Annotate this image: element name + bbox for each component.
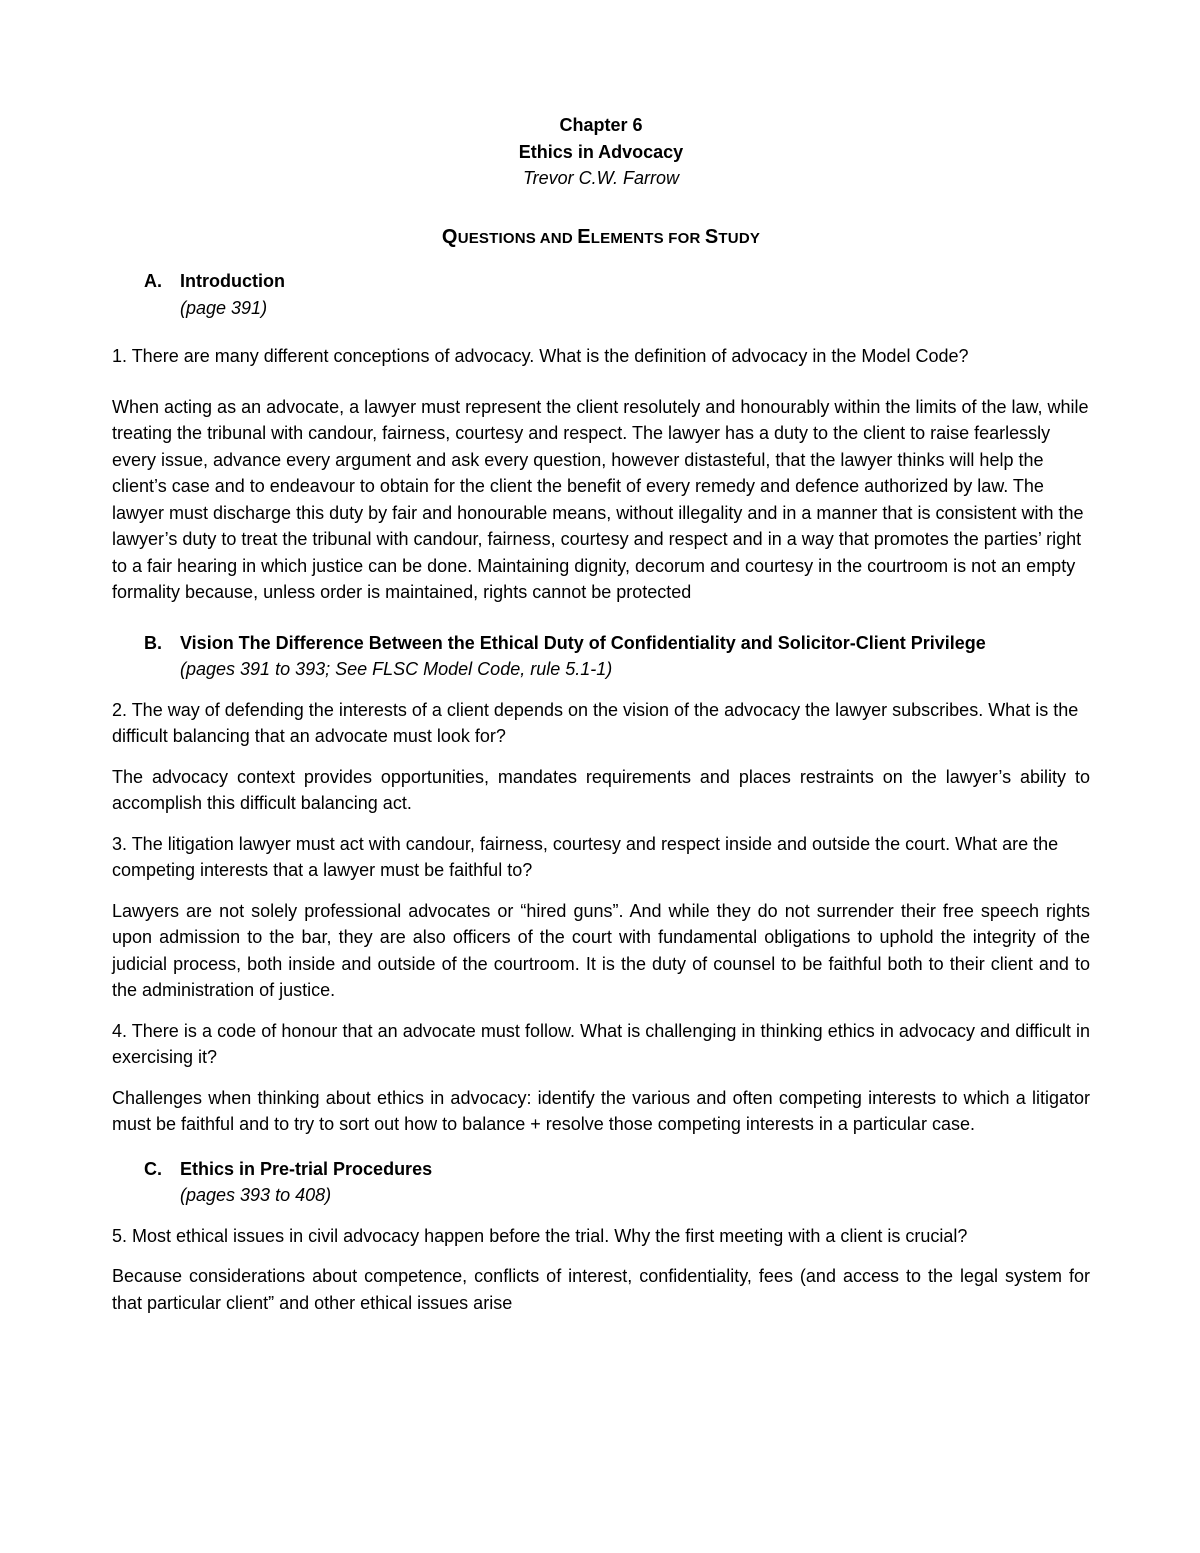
answer-1: When acting as an advocate, a lawyer must represent the client resolutely and honourably within the limits of the law, while treating the tribunal with candour, fairness, courtesy and respect. The lawyer has a duty to the client to raise fearlessly every issue, advance every argument and ask every question, however distasteful, that the lawyer thinks will help the client’s case and to endeavour to obtain for the client the benefit of every remedy and defence authorized by law. The lawyer must discharge this duty by fair and honourable means, without illegality and in a manner that is consistent with the lawyer’s duty to treat the tribunal with candour, fairness, courtesy and respect and in a way that promotes the parties’ right to a fair hearing in which justice can be done. Maintaining dignity, decorum and courtesy in the courtroom is not an empty formality because, unless order is maintained, rights cannot be protected [112,396,1089,602]
heading-cap-s: S [704,225,719,248]
section-c-letter: C. [144,1158,162,1179]
heading-cap-e: E [577,225,591,248]
study-heading [112,224,1090,253]
question-5: 5. Most ethical issues in civil advocacy happen before the trial. Why the first meeting with a client is crucial? [112,1225,968,1246]
section-c-title: Ethics in Pre-trial Procedures [180,1158,433,1179]
section-b-letter: B. [144,632,162,653]
answer-5: Because considerations about competence, conflicts of interest, confidentiality, fees (and access to the legal system for that particular client” and other ethical issues arise [112,1266,1090,1313]
section-c-pages: (pages 393 to 408) [180,1185,332,1205]
chapter-author: Trevor C.W. Farrow [523,168,679,188]
question-1: 1. There are many different conceptions of advocacy. What is the definition of advocacy in the Model Code? [112,346,969,366]
answer-2: The advocacy context provides opportunities, mandates requirements and places restraints on the lawyer’s ability to accomplish this difficult balancing act. [112,766,1090,813]
question-4: 4. There is a code of honour that an advocate must follow. What is challenging in thinking ethics in advocacy and difficult in exercising it? [112,1020,1090,1067]
heading-cap-q: Q [441,225,458,248]
section-b-heading [112,630,1090,683]
heading-rest-s: TUDY [718,229,761,247]
chapter-title: Ethics in Advocacy [518,141,684,162]
question-2: 2. The way of defending the interests of a client depends on the vision of the advocacy the lawyer subscribes. What is the difficult balancing that an advocate must look for? [112,699,1079,746]
heading-rest-e: LEMENTS FOR [590,229,705,247]
document-page [112,112,1090,1316]
section-b-pages: (pages 391 to 393; See FLSC Model Code, rule 5.1-1) [180,659,613,679]
section-b-title: Vision The Difference Between the Ethical Duty of Confidentiality and Solicitor-Client Privilege [180,632,986,653]
title-block [112,112,1090,192]
section-a-title: Introduction [180,271,285,291]
section-a-letter: A. [144,271,162,291]
question-3: 3. The litigation lawyer must act with candour, fairness, courtesy and respect inside and outside the court. What are the competing interests that a lawyer must be faithful to? [112,833,1059,880]
heading-rest-q: UESTIONS AND [457,229,578,247]
chapter-number: Chapter 6 [559,115,643,135]
answer-4: Challenges when thinking about ethics in advocacy: identify the various and often competing interests to which a litigator must be faithful and to try to sort out how to balance + resolve those competing interests in a particular case. [112,1087,1090,1134]
section-a-pages: (page 391) [180,297,268,318]
section-a-heading [112,268,1090,321]
answer-3: Lawyers are not solely professional advocates or “hired guns”. And while they do not surrender their free speech rights upon admission to the bar, they are also officers of the court with fundamental obligations to uphold the integrity of the judicial process, both inside and outside of the courtroom. It is the duty of counsel to be faithful both to their client and to the administration of justice. [112,900,1090,1000]
section-c-heading [112,1156,1090,1209]
